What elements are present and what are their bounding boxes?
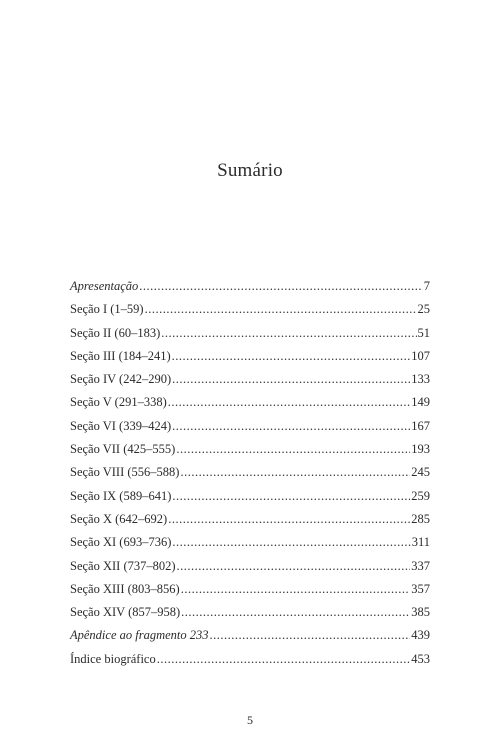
toc-entry-label: Seção V (291–338) bbox=[70, 395, 167, 410]
toc-entry-secao-3[interactable] bbox=[70, 345, 430, 368]
page-title: Sumário bbox=[217, 160, 283, 181]
toc-entry-page: 439 bbox=[411, 628, 430, 643]
toc-entry-label: Seção IX (589–641) bbox=[70, 488, 172, 503]
dot-leader bbox=[168, 508, 410, 531]
toc-entry-label: Seção XI (693–736) bbox=[70, 535, 172, 550]
toc-entry-label: Seção IV (242–290) bbox=[70, 372, 172, 387]
toc-entry-label: Seção III (184–241) bbox=[70, 348, 171, 363]
toc-entry-page: 385 bbox=[411, 605, 430, 620]
toc-entry-page: 7 bbox=[423, 279, 430, 293]
dot-leader bbox=[139, 275, 422, 298]
dot-leader bbox=[168, 391, 411, 414]
toc-entry-page: 245 bbox=[411, 465, 430, 480]
toc-entry-label: Índice biográfico bbox=[70, 651, 156, 666]
toc-entry-page: 25 bbox=[417, 302, 430, 317]
toc-entry-page: 107 bbox=[411, 348, 430, 363]
dot-leader bbox=[172, 485, 410, 508]
toc-entry-page: 357 bbox=[411, 581, 430, 596]
toc-entry-secao-12[interactable] bbox=[70, 555, 430, 578]
dot-leader bbox=[176, 438, 410, 461]
toc-entry-page: 193 bbox=[411, 442, 430, 457]
toc-entry-secao-9[interactable] bbox=[70, 485, 430, 508]
dot-leader bbox=[172, 368, 410, 391]
toc-entry-label: Apresentação bbox=[70, 279, 139, 293]
toc-entry-label: Seção II (60–183) bbox=[70, 325, 161, 340]
toc-entry-page: 311 bbox=[411, 535, 430, 550]
dot-leader bbox=[180, 461, 410, 484]
toc-entry-label: Seção VII (425–555) bbox=[70, 442, 176, 457]
dot-leader bbox=[181, 601, 410, 624]
dot-leader bbox=[172, 345, 411, 368]
toc-entry-label: Seção I (1–59) bbox=[70, 302, 144, 317]
table-of-contents bbox=[70, 275, 430, 671]
toc-entry-page: 149 bbox=[411, 395, 430, 410]
toc-entry-label: Seção XII (737–802) bbox=[70, 558, 176, 573]
toc-entry-secao-1[interactable] bbox=[70, 298, 430, 321]
dot-leader bbox=[172, 531, 410, 554]
toc-entry-label: Seção VIII (556–588) bbox=[70, 465, 180, 480]
toc-entry-indice-biografico[interactable] bbox=[70, 648, 430, 671]
dot-leader bbox=[145, 298, 417, 321]
page-number: 5 bbox=[247, 713, 253, 727]
dot-leader bbox=[157, 648, 411, 671]
toc-entry-secao-6[interactable] bbox=[70, 415, 430, 438]
toc-entry-label: Seção VI (339–424) bbox=[70, 418, 172, 433]
toc-entry-secao-14[interactable] bbox=[70, 601, 430, 624]
toc-entry-secao-13[interactable] bbox=[70, 578, 430, 601]
toc-entry-page: 337 bbox=[411, 558, 430, 573]
toc-entry-label: Apêndice ao fragmento 233 bbox=[70, 628, 209, 643]
toc-entry-label: Seção X (642–692) bbox=[70, 511, 168, 526]
dot-leader bbox=[177, 555, 411, 578]
toc-entry-secao-8[interactable] bbox=[70, 461, 430, 484]
toc-entry-label: Seção XIV (857–958) bbox=[70, 605, 181, 620]
toc-entry-secao-11[interactable] bbox=[70, 531, 430, 554]
toc-entry-secao-4[interactable] bbox=[70, 368, 430, 391]
toc-entry-page: 259 bbox=[411, 488, 430, 503]
toc-entry-page: 51 bbox=[417, 325, 430, 340]
toc-entry-page: 167 bbox=[411, 418, 430, 433]
toc-entry-secao-10[interactable] bbox=[70, 508, 430, 531]
toc-entry-secao-2[interactable] bbox=[70, 322, 430, 345]
toc-entry-page: 285 bbox=[411, 511, 430, 526]
toc-entry-apendice[interactable] bbox=[70, 624, 430, 647]
dot-leader bbox=[172, 415, 410, 438]
toc-entry-label: Seção XIII (803–856) bbox=[70, 581, 180, 596]
dot-leader bbox=[161, 322, 416, 345]
toc-entry-page: 453 bbox=[411, 651, 430, 666]
toc-entry-secao-5[interactable] bbox=[70, 391, 430, 414]
toc-entry-secao-7[interactable] bbox=[70, 438, 430, 461]
toc-entry-apresentacao[interactable] bbox=[70, 275, 430, 298]
dot-leader bbox=[210, 624, 411, 647]
dot-leader bbox=[181, 578, 411, 601]
toc-entry-page: 133 bbox=[411, 372, 430, 387]
